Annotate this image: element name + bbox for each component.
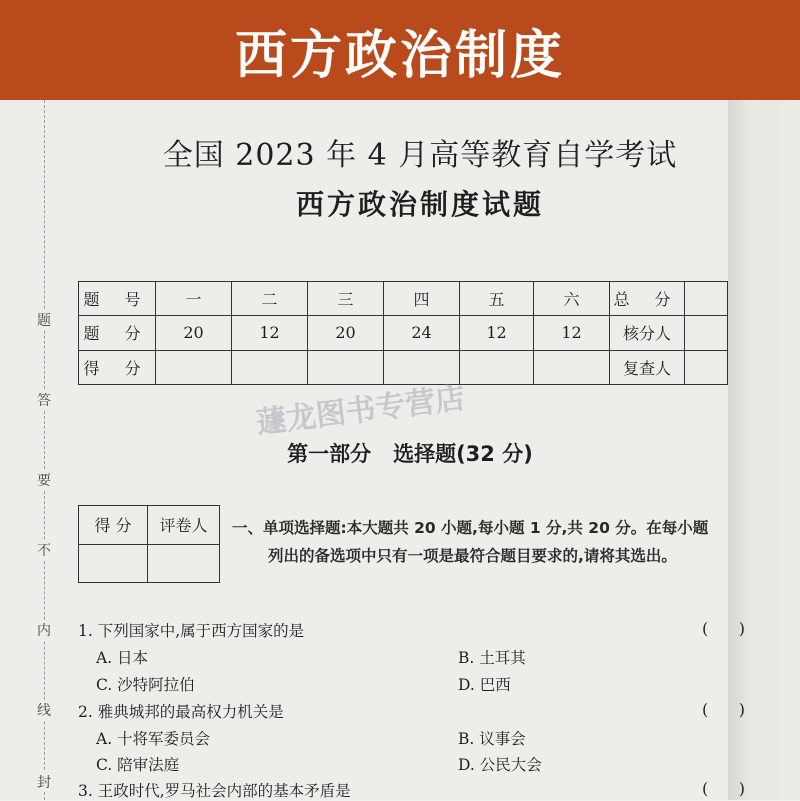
table-cell: 总 分 (610, 282, 685, 316)
section-title: 第一部分 选择题(32 分) (287, 442, 533, 466)
table-cell: 12 (460, 316, 534, 350)
question-option: D. 公民大会 (458, 756, 542, 774)
table-cell: 24 (384, 316, 460, 350)
answer-blank: ( ) (702, 779, 745, 798)
table-row (79, 544, 220, 583)
margin-char: 不 (30, 540, 58, 560)
question-stem: 2. 雅典城邦的最高权力机关是 (78, 703, 284, 721)
answer-blank: ( ) (702, 619, 745, 638)
table-row (79, 282, 728, 316)
table-cell: 二 (232, 282, 308, 316)
banner-title: 西方政治制度 (234, 25, 565, 86)
grader-table (78, 505, 220, 583)
instructions-line: 一、单项选择题:本大题共 20 小题,每小题 1 分,共 20 分。在每小题 (232, 519, 709, 537)
table-cell: 20 (156, 316, 232, 350)
table-cell: 三 (308, 282, 384, 316)
margin-char: 题 (30, 310, 58, 330)
table-cell (156, 350, 232, 384)
table-cell (79, 544, 148, 583)
table-cell (308, 350, 384, 384)
question-option: B. 议事会 (458, 730, 526, 748)
table-cell: 四 (384, 282, 460, 316)
table-cell: 五 (460, 282, 534, 316)
table-cell: 12 (232, 316, 308, 350)
table-cell: 题 号 (79, 282, 156, 316)
question-option: C. 陪审法庭 (96, 756, 180, 774)
question-option: A. 十将军委员会 (96, 730, 211, 748)
question-option: C. 沙特阿拉伯 (96, 676, 195, 694)
question-option: D. 巴西 (458, 676, 511, 694)
store-watermark: 蘧龙图书专营店 (254, 380, 468, 442)
margin-char: 封 (30, 772, 58, 792)
table-cell: 复查人 (610, 350, 685, 384)
table-cell: 20 (308, 316, 384, 350)
margin-char: 要 (30, 470, 58, 490)
score-table (78, 281, 728, 385)
instructions-line: 列出的备选项中只有一项是最符合题目要求的,请将其选出。 (268, 547, 677, 565)
table-row (79, 316, 728, 350)
question-option: A. 日本 (96, 649, 149, 667)
question-stem: 1. 下列国家中,属于西方国家的是 (78, 622, 305, 640)
table-cell: 得 分 (79, 506, 148, 545)
table-cell: 题 分 (79, 316, 156, 350)
table-cell: 评卷人 (148, 506, 220, 545)
margin-char: 线 (30, 700, 58, 720)
table-cell (232, 350, 308, 384)
section-instructions (232, 514, 732, 570)
title-banner (0, 0, 800, 100)
margin-char: 答 (30, 390, 58, 410)
question-option: B. 土耳其 (458, 649, 526, 667)
paper-title: 西方政治制度试题 (295, 188, 544, 221)
table-cell (685, 350, 728, 384)
table-row (79, 506, 220, 545)
table-cell: 六 (534, 282, 610, 316)
table-cell: 得 分 (79, 350, 156, 384)
table-cell: 一 (156, 282, 232, 316)
exam-title: 全国 2023 年 4 月高等教育自学考试 (162, 138, 678, 173)
table-cell (685, 282, 728, 316)
table-cell (685, 316, 728, 350)
answer-blank: ( ) (702, 700, 745, 719)
table-cell: 12 (534, 316, 610, 350)
table-cell: 核分人 (610, 316, 685, 350)
question-stem: 3. 王政时代,罗马社会内部的基本矛盾是 (78, 782, 351, 800)
margin-char: 内 (30, 620, 58, 640)
table-cell (148, 544, 220, 583)
